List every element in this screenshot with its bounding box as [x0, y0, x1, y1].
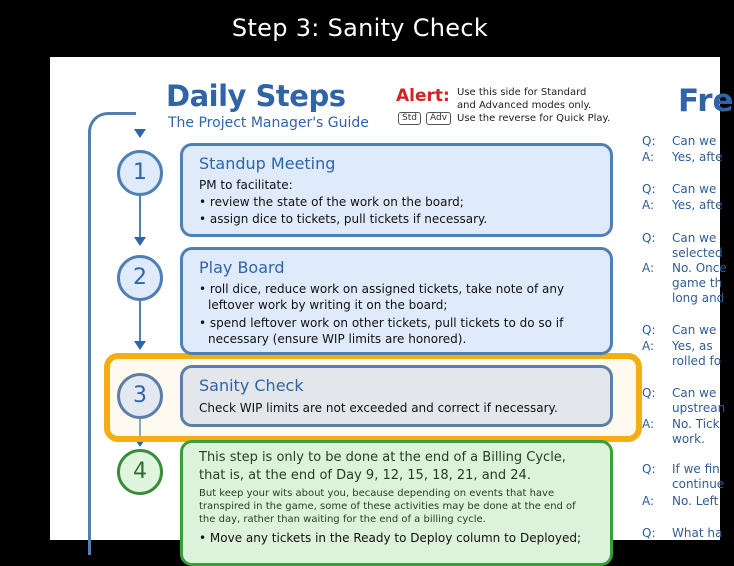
faq-a-label: A:	[642, 150, 655, 164]
step-4-bullet: Move any tickets in the Ready to Deploy column to Deployed;	[209, 531, 582, 545]
list-item: • assign dice to tickets, pull tickets if necessary.	[199, 212, 488, 226]
step-4-line-2: that is, at the end of Day 9, 12, 15, 18, 21, and 24.	[199, 468, 531, 483]
mode-std-tag: Std	[398, 112, 421, 125]
connector-line	[139, 297, 141, 341]
faq-a-text-3: long and	[672, 291, 725, 305]
faq-q-label: Q:	[642, 526, 656, 540]
step-3-text: Check WIP limits are not exceeded and correct if necessary.	[199, 401, 558, 415]
step-4-number: 4	[117, 449, 163, 495]
faq-q-label: Q:	[642, 182, 656, 196]
list-item: • review the state of the work on the board;	[199, 195, 464, 209]
step-4-small-3: the day, rather than waiting for the end of a billing cycle.	[199, 514, 486, 525]
step-4-box	[180, 440, 613, 566]
step-3-box	[180, 365, 613, 427]
faq-q-text: Can we	[672, 386, 717, 400]
daily-steps-card	[50, 57, 734, 545]
step-2-title: Play Board	[199, 258, 285, 277]
faq-q-text: Can we	[672, 231, 717, 245]
faq-q-text: Can we	[672, 182, 717, 196]
guide-subtitle: The Project Manager's Guide	[168, 115, 369, 131]
faq-q-label: Q:	[642, 323, 656, 337]
slide-title: Step 3: Sanity Check	[231, 14, 489, 42]
list-item: • roll dice, reduce work on assigned tickets, take note of any	[199, 282, 565, 296]
faq-q-label: Q:	[642, 462, 656, 476]
faq-a-text: No. Once	[672, 261, 727, 275]
step-4-small-2: transpired in the game, some of these activities may be done at the end of	[199, 501, 576, 512]
faq-q-text: If we fin	[672, 462, 720, 476]
step-3-title: Sanity Check	[199, 376, 304, 395]
step-2-bullet-2a: spend leftover work on other tickets, pull tickets to do so if	[209, 316, 564, 330]
alert-label: Alert:	[396, 86, 450, 106]
step-1-box	[180, 143, 613, 237]
faq-q-label: Q:	[642, 386, 656, 400]
step-1-title: Standup Meeting	[199, 154, 336, 173]
step-2-bullet-1a: roll dice, reduce work on assigned tickets, take note of any	[209, 282, 565, 296]
faq-a-label: A:	[642, 339, 655, 353]
faq-q-text-2: selected	[672, 246, 723, 260]
step-1-number: 1	[117, 150, 163, 196]
faq-q-text: What ha	[672, 526, 723, 540]
flow-loop-line	[88, 112, 113, 555]
connector-line	[139, 193, 141, 237]
faq-q-label: Q:	[642, 231, 656, 245]
step-2-bullet-1b: leftover work by writing it on the board;	[208, 298, 448, 312]
list-item: • spend leftover work on other tickets, pull tickets to do so if	[199, 316, 564, 330]
faq-a-text-2: rolled fo	[672, 354, 722, 368]
flow-top-line	[108, 112, 136, 115]
step-1-intro: PM to facilitate:	[199, 178, 293, 192]
faq-a-text: No. Tick	[672, 417, 720, 431]
step-4-small-1: But keep your wits about you, because depending on events that have	[199, 488, 555, 499]
arrow-down-icon	[134, 341, 146, 350]
step-4-line-1: This step is only to be done at the end of a Billing Cycle,	[199, 450, 566, 465]
step-2-bullet-2b: necessary (ensure WIP limits are honored).	[208, 332, 467, 346]
alert-text-1: Use this side for Standard	[457, 87, 587, 98]
alert-text-2: and Advanced modes only.	[457, 100, 592, 111]
faq-a-text-2: game th	[672, 276, 723, 290]
faq-a-label: A:	[642, 261, 655, 275]
faq-q-text: Can we	[672, 134, 717, 148]
faq-a-text: Yes, afte	[672, 150, 723, 164]
faq-a-text: Yes, as	[672, 339, 713, 353]
faq-q-text: Can we	[672, 323, 717, 337]
faq-q-text-2: continue	[672, 477, 725, 491]
faq-a-text: No. Left	[672, 494, 719, 508]
faq-q-text-2: upstrean	[672, 401, 726, 415]
step-2-number: 2	[117, 255, 163, 301]
faq-a-label: A:	[642, 198, 655, 212]
step-2-box	[180, 247, 613, 355]
guide-title: Daily Steps	[166, 79, 346, 113]
faq-a-text: Yes, afte	[672, 198, 723, 212]
faq-a-label: A:	[642, 417, 655, 431]
faq-a-text-2: work.	[672, 432, 705, 446]
step-1-bullet-1: review the state of the work on the board;	[209, 195, 464, 209]
faq-q-label: Q:	[642, 134, 656, 148]
alert-text-3: Use the reverse for Quick Play.	[457, 113, 611, 124]
arrow-down-icon	[134, 237, 146, 246]
arrow-down-icon	[134, 129, 146, 138]
mode-adv-tag: Adv	[426, 112, 451, 125]
step-3-number: 3	[117, 373, 163, 419]
step-1-bullet-2: assign dice to tickets, pull tickets if necessary.	[209, 212, 488, 226]
faq-a-label: A:	[642, 494, 655, 508]
faq-title: Fre	[678, 83, 734, 119]
list-item: • Move any tickets in the Ready to Deploy column to Deployed;	[199, 531, 582, 545]
